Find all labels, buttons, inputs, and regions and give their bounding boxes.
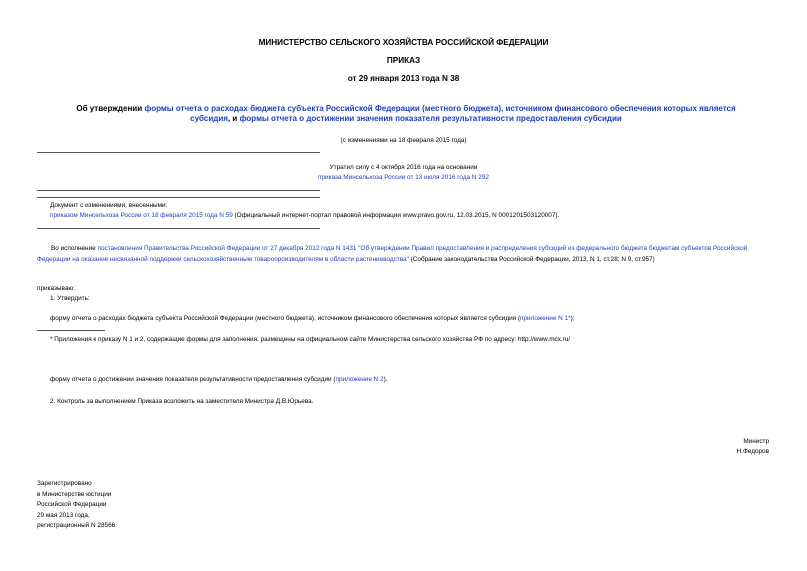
form-2-line [50, 376, 770, 384]
item-1: 1. Утвердить: [50, 295, 90, 302]
form-1-line [50, 315, 770, 323]
registration-line: Зарегистрировано [37, 480, 92, 487]
title-link-form2[interactable]: формы отчета о достижении значения показателя результативности предоставления субсидии [239, 114, 622, 124]
form-2-end: ). [383, 376, 388, 383]
preamble-start: Во исполнение [51, 245, 98, 252]
appendix-2-link[interactable]: приложение N 2 [335, 376, 384, 383]
registration-line: 29 мая 2013 года, [37, 511, 90, 519]
footnote: * Приложения к приказу N 1 и 2, содержащие формы для заполнения, размещены на официальном сайте Министерства сельского хозяйства РФ по адресу: http://www.mcx.ru/ [50, 336, 571, 343]
title-link-form1[interactable]: формы отчета о расходах бюджета субъекта Российской Федерации (местного бюджета), источником финансового обеспечения которых является субсидия [144, 104, 736, 124]
registration-line: регистрационный N 28566 [37, 522, 116, 529]
preamble-link[interactable]: постановления Правительства Российской Федерации от 27 декабря 2012 года N 1431 "Об утверждении Правил предоставления и распределения субсидий из федерального бюджета бюджетам субъектов Российской Федерации на оказание несвязанной поддержки сельскохозяйственным товаропроизводителям в области растениеводства" [37, 245, 748, 263]
date-number-heading: от 29 января 2013 года N 38 [347, 74, 460, 83]
separator-line [37, 190, 320, 191]
registration-block [37, 479, 115, 532]
signature-position: Министр [743, 438, 769, 445]
signature-name: Н.Федоров [736, 448, 769, 455]
amended-note: (с изменениями на 18 февраля 2015 года) [340, 137, 467, 144]
registration-line: Российской Федерации [37, 501, 107, 508]
lost-force-text: Утратил силу с 4 октября 2016 года на основании [329, 164, 478, 171]
document-title [56, 104, 756, 125]
item-2: 2. Контроль за выполнением Приказа возложить на заместителя Министра Д.В.Юрьева. [50, 398, 314, 405]
changes-intro: Документ с изменениями, внесенными: [50, 202, 168, 209]
preamble-paragraph [37, 244, 772, 265]
order-word: приказываю: [37, 285, 75, 292]
form-1-text: форму отчета о расходах бюджета субъекта Российской Федерации (местного бюджета), источником финансового обеспечения которых является субсидия ( [50, 315, 521, 322]
separator-line [37, 228, 320, 229]
appendix-1-link[interactable]: приложение N 1* [520, 315, 571, 322]
title-middle: , и [227, 114, 240, 124]
preamble-rest: (Собрание законодательства Российской Федерации, 2013, N 1, ст.28; N 9, ст.957) [408, 255, 655, 263]
separator-line [37, 152, 320, 153]
changes-link[interactable]: приказом Минсельхоза России от 18 февраля 2015 года N 59 [50, 212, 233, 219]
changes-rest: (Официальный интернет-портал правовой информации www.pravo.gov.ru, 12.03.2015, N 0001201503120007). [232, 212, 560, 219]
ministry-heading: МИНИСТЕРСТВО СЕЛЬСКОГО ХОЗЯЙСТВА РОССИЙСКОЙ ФЕДЕРАЦИИ [258, 38, 549, 47]
lost-force-link[interactable]: приказа Минсельхоза России от 13 июля 2016 года N 292 [318, 174, 489, 181]
changes-line [50, 212, 770, 220]
form-1-end: ); [570, 315, 575, 322]
footnote-separator [37, 330, 105, 331]
doc-type-heading: ПРИКАЗ [386, 56, 421, 65]
form-2-text: форму отчета о достижении значения показателя результативности предоставления субсидии ( [50, 376, 336, 383]
title-prefix: Об утверждении [76, 104, 145, 113]
separator-line [37, 197, 320, 198]
registration-line: в Министерстве юстиции [37, 490, 112, 498]
